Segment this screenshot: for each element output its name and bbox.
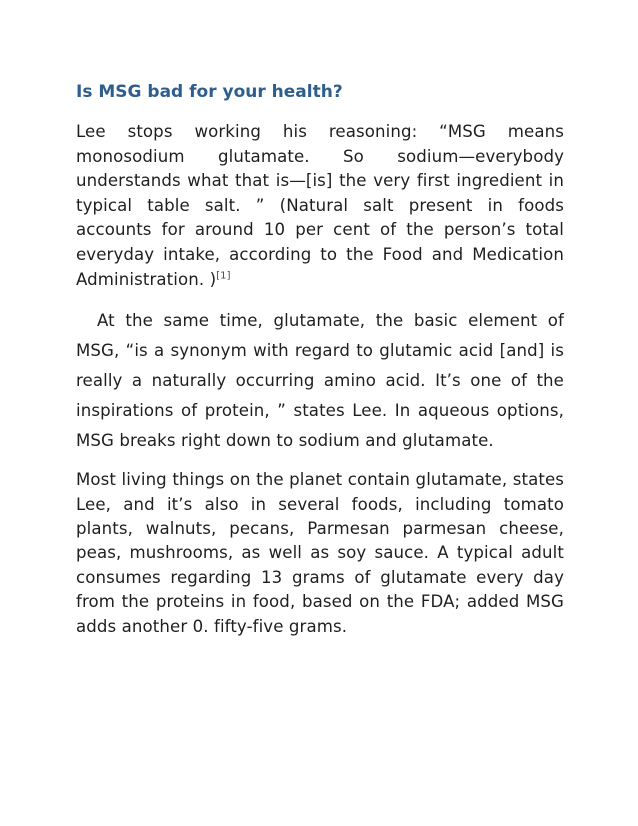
- paragraph-sodium-text: Lee stops working his reasoning: “MSG means monosodium glutamate. So sodium—everybody understands what that is—[is] the very first ingredient in typical table salt. ” (Natural salt present in foods accounts for around 10 per cent of the person’s total everyday intake, according to the Food and Medication Administration. ): [76, 122, 564, 289]
- section-heading: Is MSG bad for your health?: [76, 82, 343, 102]
- paragraph-foods: Most living things on the planet contain glutamate, states Lee, and it’s also in several foods, including tomato plants, walnuts, pecans, Parmesan parmesan cheese, peas, mushrooms, as well as soy sauce. A typical adult consumes regarding 13 grams of glutamate every day from the proteins in food, based on the FDA; added MSG adds another 0. fifty-five grams.: [76, 470, 564, 636]
- document-page: [76, 78, 564, 639]
- paragraph-sodium: [76, 120, 564, 292]
- paragraph-glutamate: At the same time, glutamate, the basic element of MSG, “is a synonym with regard to glutamic acid [and] is really a naturally occurring amino acid. It’s one of the inspirations of protein, ” states Lee. In aqueous options, MSG breaks right down to sodium and glutamate.: [76, 311, 564, 451]
- footnote-reference[interactable]: [1]: [216, 270, 231, 282]
